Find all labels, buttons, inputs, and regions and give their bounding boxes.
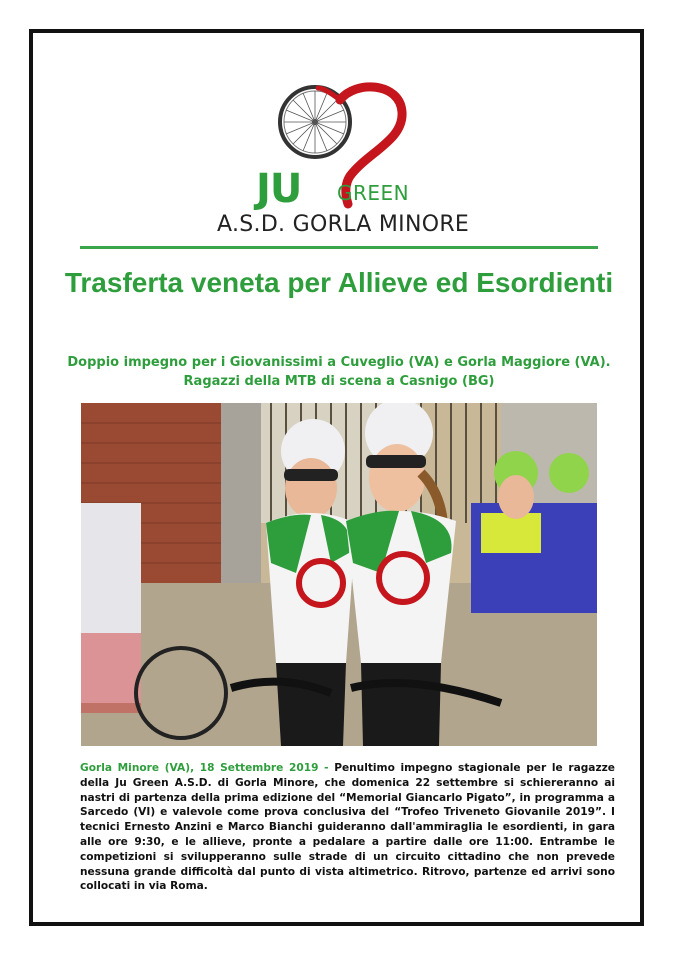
- logo-ju-text: JU: [256, 166, 302, 212]
- divider: [80, 246, 598, 249]
- club-logo: [190, 80, 490, 240]
- article-body: [80, 761, 615, 894]
- logo-green-text: GREEN: [337, 181, 410, 205]
- article-subtitle: Doppio impegno per i Giovanissimi a Cuveglio (VA) e Gorla Maggiore (VA). Ragazzi della MTB di scena a Casnigo (BG): [67, 355, 611, 389]
- logo-club-name: A.S.D. GORLA MINORE: [217, 212, 470, 237]
- article-dateline: Gorla Minore (VA), 18 Settembre 2019 -: [80, 762, 329, 774]
- cyclists-photo: [81, 403, 597, 746]
- article-body-text: Penultimo impegno stagionale per le ragazze della Ju Green A.S.D. di Gorla Minore, che domenica 22 settembre si schiereranno ai nastri di partenza della prima edizione del “Memorial Giancarlo Pigato”, in programma a Sarcedo (VI) e valevole come prova conclusiva del “Trofeo Triveneto Giovanile 2019”. I tecnici Ernesto Anzini e Marco Bianchi guideranno dall'ammiraglia le esordienti, in gara alle ore 9:30, e le allieve, pronte a pedalare a partire dalle ore 11:00. Entrambe le competizioni si svilupperanno sulle strade di un circuito cittadino che non prevede nessuna grande difficoltà dal punto di vista altimetrico. Ritrovo, partenze ed arrivi sono collocati in via Roma.: [80, 762, 615, 893]
- article-title: Trasferta veneta per Allieve ed Esordienti: [64, 267, 614, 298]
